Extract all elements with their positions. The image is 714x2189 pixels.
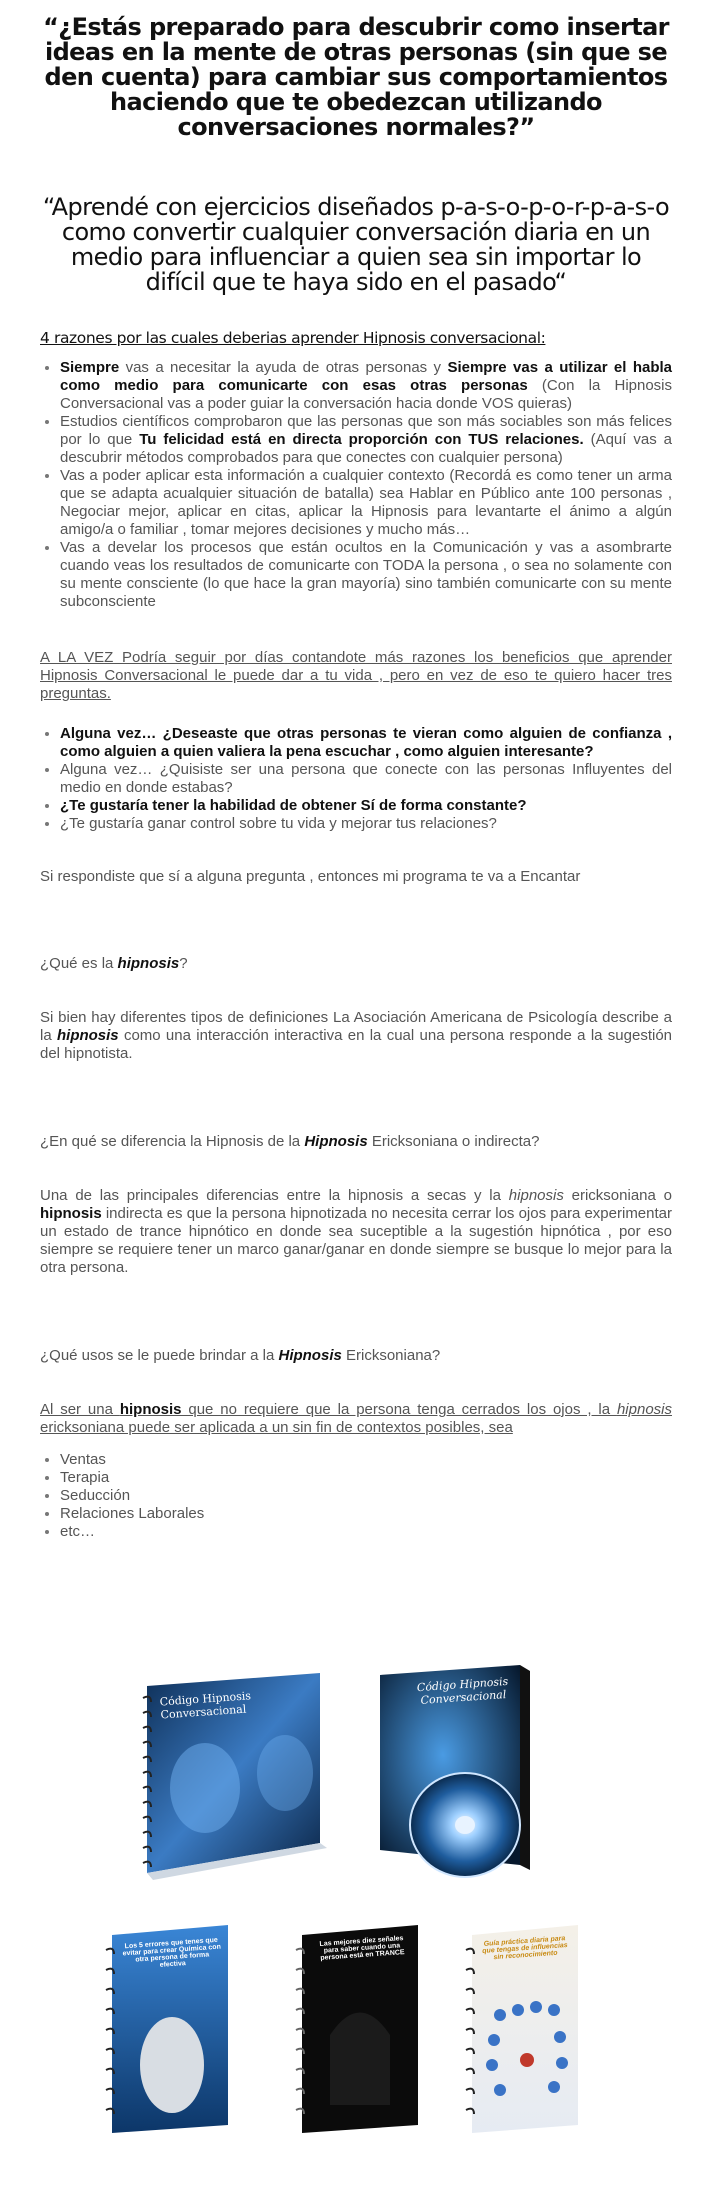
- diferencia-post: Ericksoniana o indirecta?: [367, 1133, 540, 1150]
- reason-text: Vas a poder aplicar esta información a cualquier contexto (Recordá es como tener un arma que se adapta acualquier situación de batalla) sea Hablar en Público ante 100 personas , Negociar mejor, aplicar en citas, aplicar la Hipnosis para levantarte el ánimo a algún amigo/a o familiar , tomar mejores decisiones y mucho más…: [60, 467, 672, 538]
- reason-text: Estudios científicos comprobaron que las personas que son más sociables son más felices por lo que: [60, 413, 672, 448]
- ebook-3-title: Guía práctica diaria para que tengas de influencias sin reconocimiento: [482, 1935, 568, 1962]
- que-es-pre: ¿Qué es la: [40, 955, 118, 972]
- questions-list: [40, 725, 672, 833]
- usos-list-item: • Ventas: [60, 1451, 672, 1469]
- usos-text: que no requiere que la persona tenga cerrados los ojos , la: [181, 1401, 617, 1418]
- usos-list-item: • etc…: [60, 1523, 672, 1541]
- question-item: • Alguna vez… ¿Quisiste ser una persona que conecte con las personas Influyentes del medio en donde estabas?: [60, 761, 672, 797]
- diferencia-bold: hipnosis: [40, 1205, 102, 1222]
- usos-italic: hipnosis: [616, 1401, 672, 1418]
- a-la-vez-paragraph: A LA VEZ Podría seguir por días contandote más razones los beneficios que aprender Hipnosis Conversacional le puede dar a tu vida , pero en vez de eso te quiero hacer tres preguntas.: [40, 649, 672, 702]
- hero-headline: “¿Estás preparado para descubrir como insertar ideas en la mente de otras personas (sin que se den cuenta) para cambiar sus comportamientos haciendo que te obedezcan utilizando conversaciones normales?”: [43, 13, 669, 141]
- usos-pre: ¿Qué usos se le puede brindar a la: [40, 1347, 279, 1364]
- usos-list: [40, 1451, 672, 1541]
- ebook-1-title: Los 5 errores que tenes que evitar para crear Química con otra persona de forma efectiva: [122, 1936, 222, 1969]
- usos-bold: hipnosis: [119, 1401, 182, 1418]
- reason-item: [60, 467, 672, 539]
- usos-text: Al ser una: [40, 1401, 120, 1418]
- reason-item: [60, 359, 672, 413]
- que-es-heading: [40, 955, 672, 973]
- diferencia-pre: ¿En qué se diferencia la Hipnosis de la: [40, 1133, 305, 1150]
- ebook-2-title: Las mejores diez señales para saber cuando una persona está en TRANCE: [319, 1935, 405, 1962]
- dvd-title: Código Hipnosis Conversacional: [416, 1674, 509, 1707]
- spiral-book-title: Código Hipnosis Conversacional: [159, 1689, 252, 1722]
- usos-em: Hipnosis: [278, 1347, 342, 1364]
- usos-list-item: • Seducción: [60, 1487, 672, 1505]
- diferencia-paragraph: [40, 1187, 672, 1277]
- usos-post: Ericksoniana?: [341, 1347, 441, 1364]
- diferencia-text: indirecta es que la persona hipnotizada no necesita cerrar los ojos para experimentar un estado de trance hipnótico en donde sea suceptible a la sugestión hipnótica , por eso siempre se requiere tener un marco ganar/ganar en donde siempre se busque lo mejor para la otra persona.: [40, 1205, 673, 1276]
- diferencia-text: ericksoniana o: [563, 1187, 672, 1204]
- definicion-text: Si bien hay diferentes tipos de definiciones La Asociación Americana de Psicología describe a la: [40, 1009, 672, 1044]
- usos-heading: [40, 1347, 672, 1365]
- que-es-em: hipnosis: [117, 955, 180, 972]
- reasons-list: [40, 359, 672, 611]
- products-section: [0, 1660, 714, 2160]
- usos-list-item: • Relaciones Laborales: [60, 1505, 672, 1523]
- definicion-em: hipnosis: [56, 1027, 119, 1044]
- reason-text: Vas a develar los procesos que están ocultos en la Comunicación y vas a asombrarte cuando veas los resultados de comunicarte con TODA la persona , o sea no solamente con su mente consciente (lo que hace la gran mayoría) sino también comunicarte con su mente subconsciente: [60, 539, 672, 610]
- question-item: • ¿Te gustaría tener la habilidad de obtener Sí de forma constante?: [60, 797, 672, 815]
- reason-text: (Con la Hipnosis Conversacional vas a poder guiar la conversación hacia donde VOS quieras): [60, 377, 673, 412]
- question-item: • ¿Te gustaría ganar control sobre tu vida y mejorar tus relaciones?: [60, 815, 672, 833]
- que-es-post: ?: [179, 955, 188, 972]
- diferencia-em: Hipnosis: [304, 1133, 368, 1150]
- reason-text: vas a necesitar la ayuda de otras personas y: [119, 359, 448, 376]
- diferencia-italic: hipnosis: [508, 1187, 564, 1204]
- usos-paragraph: [40, 1401, 672, 1437]
- definicion-paragraph: [40, 1009, 672, 1063]
- reason-bold: Tu felicidad está en directa proporción con TUS relaciones.: [139, 431, 584, 448]
- question-item: • Alguna vez… ¿Deseaste que otras personas te vieran como alguien de confianza , como alguien a quien valiera la pena escuchar , como alguien interesante?: [60, 725, 672, 761]
- diferencia-text: Una de las principales diferencias entre la hipnosis a secas y la: [40, 1187, 509, 1204]
- hero-subheadline: “Aprendé con ejercicios diseñados p-a-s-o-p-o-r-p-a-s-o como convertir cualquier conversación diaria en un medio para influenciar a quien sea sin importar lo difícil que te haya sido en el pasado“: [42, 193, 670, 296]
- usos-list-item: • Terapia: [60, 1469, 672, 1487]
- usos-text: ericksoniana puede ser aplicada a un sin fin de contextos posibles, sea: [40, 1419, 513, 1436]
- reason-bold: Siempre vas a utilizar el habla como medio para comunicarte con esas otras personas: [60, 359, 672, 394]
- reason-item: [60, 539, 672, 611]
- definicion-text: como una interacción interactiva en la cual una persona responde a la sugestión del hipnotista.: [40, 1027, 672, 1062]
- reason-bold: Siempre: [60, 359, 120, 376]
- diferencia-heading: [40, 1133, 672, 1151]
- reason-text: (Aquí vas a descubrir métodos comprobados para que conectes con cualquier persona): [60, 431, 672, 466]
- reason-item: [60, 413, 672, 467]
- si-respondiste: Si respondiste que sí a alguna pregunta , entonces mi programa te va a Encantar: [40, 868, 581, 885]
- reasons-title: 4 razones por las cuales deberias aprender Hipnosis conversacional:: [40, 329, 546, 347]
